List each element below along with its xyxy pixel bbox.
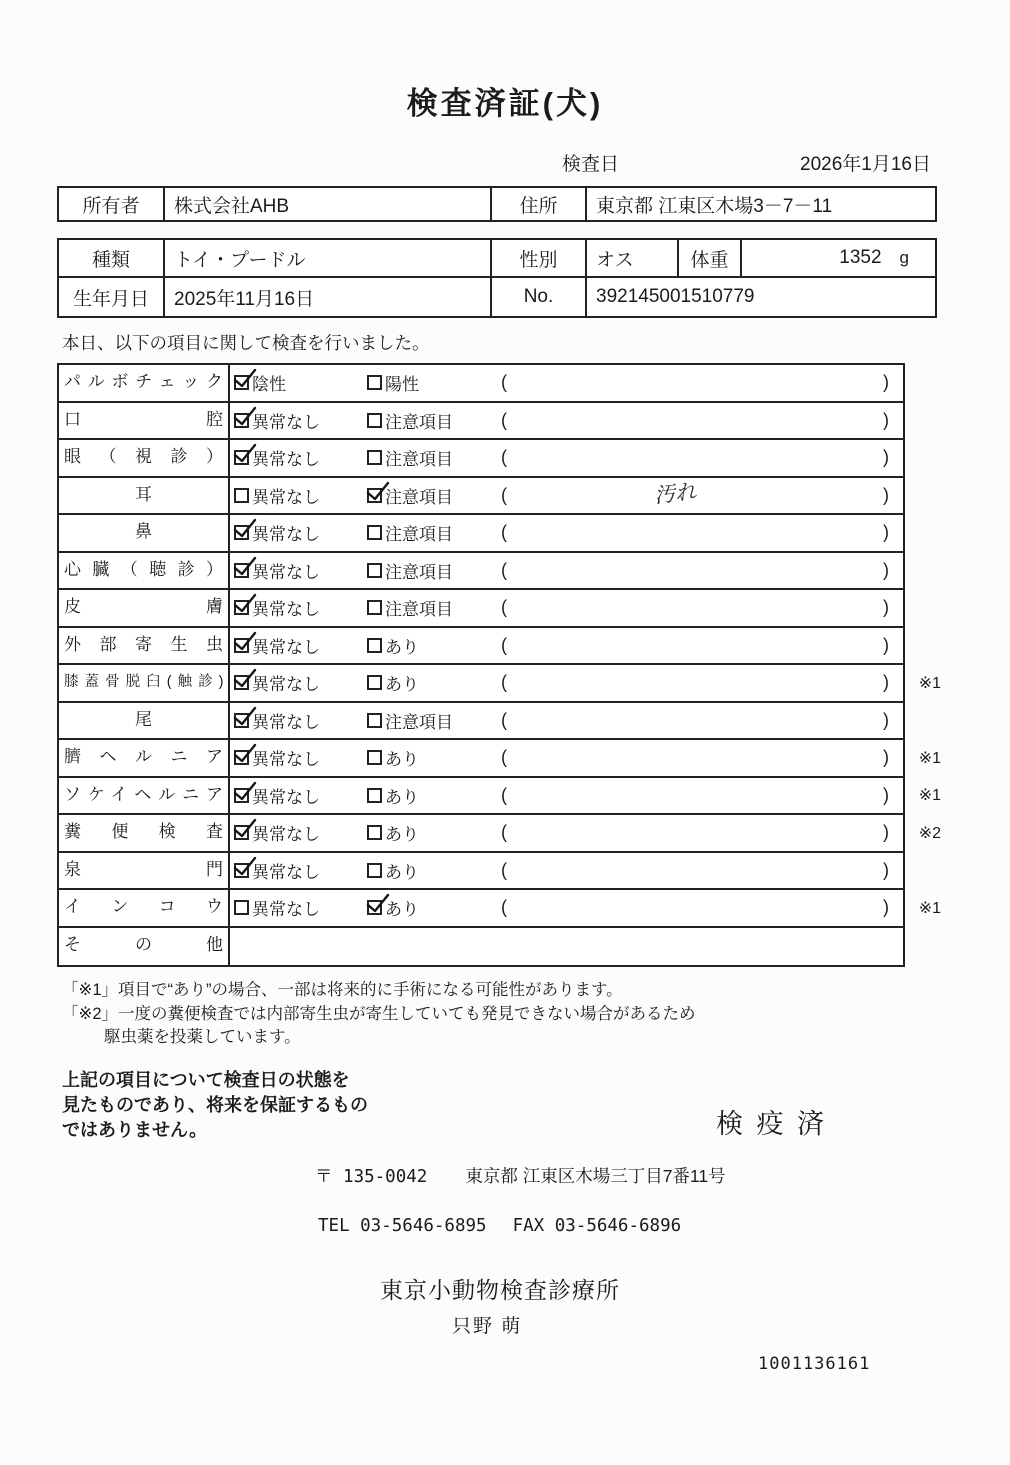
inspection-row (59, 515, 903, 553)
page-title: 検査済証(犬) (406, 86, 604, 121)
disclaimer-line-2: 見たものであり、将来を保証するもの (62, 1094, 368, 1115)
open-paren: ( (501, 522, 507, 543)
footnote-mark: ※1 (918, 787, 941, 805)
option-label: あり (385, 675, 419, 695)
checkbox-icon (367, 450, 382, 465)
close-paren: ) (883, 634, 889, 655)
option-label: 異常なし (252, 600, 320, 620)
remarks-field (495, 447, 903, 468)
weight-value: 1352 (839, 247, 882, 268)
checkbox-icon (367, 863, 382, 878)
option-positive (367, 670, 495, 695)
option-negative (230, 783, 367, 808)
footnote-1: 「※1」項目で“あり”の場合、一部は将来的に手術になる可能性があります。 (62, 981, 623, 999)
intro-text: 本日、以下の項目に関して検査を行いました。 (62, 333, 430, 353)
remarks-field (495, 522, 903, 543)
option-negative (230, 370, 367, 395)
serial-number: 1001136161 (758, 1353, 871, 1374)
open-paren: ( (501, 447, 507, 468)
option-label: 注意項目 (385, 712, 453, 732)
option-negative (230, 520, 367, 545)
inspection-row (59, 703, 903, 741)
owner-row (57, 186, 937, 222)
tel-fax-line (318, 1216, 1010, 1236)
checkbox-icon (234, 413, 249, 428)
checkbox-icon (234, 525, 249, 540)
inspection-row (59, 628, 903, 666)
inspection-row (59, 778, 941, 816)
open-paren: ( (501, 372, 507, 393)
checkbox-icon (367, 675, 382, 690)
inspection-date-value: 2026年1月16日 (800, 154, 931, 175)
remarks-field (495, 479, 903, 508)
check-icon (366, 893, 390, 915)
checkbox-icon (234, 563, 249, 578)
open-paren: ( (501, 747, 507, 768)
handwritten-note: 汚れ (652, 479, 697, 508)
inspection-item-label: 鼻 (59, 515, 230, 551)
checkbox-icon (234, 675, 249, 690)
checkbox-icon (234, 863, 249, 878)
close-paren: ) (883, 747, 889, 768)
checkbox-icon (234, 638, 249, 653)
breed-label: 種類 (91, 249, 130, 271)
close-paren: ) (883, 447, 889, 468)
inspection-row-body (230, 478, 903, 514)
inspection-row (59, 365, 903, 403)
open-paren: ( (501, 709, 507, 730)
quarantine-stamp: 検 疫 済 (715, 1108, 827, 1139)
remarks-field (495, 710, 903, 731)
check-icon (233, 556, 257, 578)
disclaimer (62, 1068, 368, 1143)
option-negative (230, 820, 367, 845)
option-positive (367, 820, 495, 845)
option-label: あり (385, 787, 419, 807)
inspection-row (59, 440, 903, 478)
inspection-rows (59, 365, 941, 965)
option-positive (367, 520, 495, 545)
inspection-row-body (230, 403, 903, 439)
option-positive (367, 895, 495, 920)
option-label: 異常なし (252, 525, 320, 545)
weight-label: 体重 (677, 240, 740, 276)
birthdate-label: 生年月日 (72, 288, 149, 310)
inspection-row (59, 853, 903, 891)
checkbox-icon (367, 788, 382, 803)
open-paren: ( (501, 784, 507, 805)
checkbox-icon (234, 788, 249, 803)
info-table (57, 186, 937, 318)
owner-label: 所有者 (82, 195, 140, 217)
remarks-field (495, 372, 903, 393)
checkbox-icon (234, 750, 249, 765)
option-positive (367, 483, 495, 508)
postal-code: 〒 135-0042 (315, 1166, 428, 1187)
close-paren: ) (883, 897, 889, 918)
footnotes (62, 979, 1010, 1050)
inspection-item-label: その他 (59, 928, 230, 966)
remarks-field (495, 560, 903, 581)
birthdate-value: 2025年11月16日 (163, 278, 490, 316)
no-label: No. (490, 278, 585, 316)
option-label: 異常なし (252, 675, 320, 695)
remarks-field (495, 822, 903, 843)
inspection-row-body (230, 928, 903, 966)
owner-value: 株式会社AHB (163, 188, 490, 220)
inspection-item-label: 糞便検査 (59, 815, 230, 851)
close-paren: ) (883, 409, 889, 430)
option-label: あり (385, 825, 419, 845)
close-paren: ) (883, 597, 889, 618)
check-icon (233, 518, 257, 540)
option-negative (230, 633, 367, 658)
birthdate-row (57, 278, 937, 318)
option-negative (230, 445, 367, 470)
option-label: 異常なし (252, 412, 320, 432)
breed-value: トイ・プードル (163, 240, 490, 276)
inspection-row-body (230, 815, 903, 851)
inspection-row (59, 553, 903, 591)
sex-label: 性別 (490, 240, 585, 276)
checkbox-icon (367, 563, 382, 578)
close-paren: ) (883, 822, 889, 843)
check-icon (233, 593, 257, 615)
close-paren: ) (883, 709, 889, 730)
inspection-item-label: 心臓（聴診） (59, 553, 230, 589)
open-paren: ( (501, 634, 507, 655)
remarks-field (495, 785, 903, 806)
inspection-item-label: 外部寄生虫 (59, 628, 230, 664)
check-icon (233, 706, 257, 728)
option-negative (230, 670, 367, 695)
inspection-row (59, 403, 903, 441)
clinic-address: 東京都 江東区木場三丁目7番11号 (465, 1165, 726, 1186)
option-positive (367, 558, 495, 583)
option-label: 異常なし (252, 637, 320, 657)
footnote-mark: ※2 (918, 824, 941, 842)
close-paren: ) (883, 522, 889, 543)
option-negative (230, 595, 367, 620)
remarks-field (495, 597, 903, 618)
inspection-row-body (230, 515, 903, 551)
close-paren: ) (883, 559, 889, 580)
close-paren: ) (883, 784, 889, 805)
checkbox-icon (367, 525, 382, 540)
inspection-date-label: 検査日 (562, 154, 620, 175)
inspection-row (59, 890, 941, 928)
checkbox-icon (234, 600, 249, 615)
clinic-name: 東京小動物検査診療所 (380, 1276, 620, 1303)
inspection-row-body (230, 740, 903, 776)
open-paren: ( (501, 822, 507, 843)
disclaimer-line-3: ではありません。 (62, 1119, 208, 1140)
check-icon (233, 818, 257, 840)
open-paren: ( (501, 484, 507, 505)
inspection-row (59, 815, 941, 853)
checkbox-icon (367, 600, 382, 615)
inspection-row (59, 928, 903, 966)
remarks-field (495, 635, 903, 656)
clinic-address-line (315, 1163, 1010, 1188)
option-label: 異常なし (252, 450, 320, 470)
option-label: 陽性 (385, 375, 419, 395)
option-label: 異常なし (252, 712, 320, 732)
checkbox-icon (367, 413, 382, 428)
option-negative (230, 895, 367, 920)
option-label: 異常なし (252, 900, 320, 920)
option-positive (367, 595, 495, 620)
checkbox-icon (367, 900, 382, 915)
option-negative (230, 558, 367, 583)
checkbox-icon (367, 488, 382, 503)
option-label: あり (385, 750, 419, 770)
inspection-item-label: 眼（視診） (59, 440, 230, 476)
open-paren: ( (501, 897, 507, 918)
option-positive (367, 708, 495, 733)
inspection-item-label: パルボチェック (59, 365, 230, 401)
option-label: 注意項目 (385, 412, 453, 432)
checkbox-icon (234, 488, 249, 503)
no-value: 392145001510779 (585, 278, 935, 316)
close-paren: ) (883, 672, 889, 693)
option-label: 異常なし (252, 787, 320, 807)
option-label: あり (385, 900, 419, 920)
option-label: 異常なし (252, 487, 320, 507)
option-label: 異常なし (252, 825, 320, 845)
inspection-table (57, 363, 941, 967)
footnote-2: 「※2」一度の糞便検査では内部寄生虫が寄生していても発見できない場合があるため (62, 1004, 696, 1023)
check-icon (233, 631, 257, 653)
check-icon (233, 856, 257, 878)
checkbox-icon (234, 450, 249, 465)
inspection-item-label: 尾 (59, 703, 230, 739)
inspection-item-label: 皮膚 (59, 590, 230, 626)
option-positive (367, 745, 495, 770)
fax-number: FAX 03-5646-6896 (512, 1215, 682, 1236)
remarks-field (495, 897, 903, 918)
option-positive (367, 445, 495, 470)
option-label: 注意項目 (385, 525, 453, 545)
inspection-row-body (230, 890, 903, 926)
inspection-row (59, 665, 941, 703)
checkbox-icon (234, 900, 249, 915)
option-positive (367, 370, 495, 395)
close-paren: ) (883, 372, 889, 393)
check-icon (366, 481, 390, 503)
remarks-field (495, 410, 903, 431)
sex-value: オス (585, 240, 677, 276)
remarks-field (495, 672, 903, 693)
weight-cell (740, 240, 935, 276)
option-negative (230, 483, 367, 508)
breed-row (57, 238, 937, 278)
bottom-row (62, 1068, 922, 1143)
option-positive (367, 783, 495, 808)
weight-unit: g (899, 248, 909, 267)
option-label: 注意項目 (385, 487, 453, 507)
inspection-row-body (230, 628, 903, 664)
footnote-2-continued: 駆虫薬を投薬しています。 (104, 1028, 301, 1046)
option-label: 注意項目 (385, 562, 453, 582)
inspection-item-label: ソケイヘルニア (59, 778, 230, 814)
inspection-row-body (230, 590, 903, 626)
check-icon (233, 406, 257, 428)
inspection-date-row (57, 149, 937, 176)
inspection-item-label: 口腔 (59, 403, 230, 439)
inspection-row-body (230, 703, 903, 739)
checkbox-icon (367, 713, 382, 728)
option-negative (230, 858, 367, 883)
checkbox-icon (367, 825, 382, 840)
inspection-item-label: 膝蓋骨脱臼(触診) (59, 665, 230, 701)
option-label: あり (385, 637, 419, 657)
check-icon (233, 668, 257, 690)
open-paren: ( (501, 859, 507, 880)
option-negative (230, 708, 367, 733)
option-label: 異常なし (252, 750, 320, 770)
remarks-field (495, 747, 903, 768)
check-icon (233, 368, 257, 390)
close-paren: ) (883, 484, 889, 505)
inspection-item-label: 泉門 (59, 853, 230, 889)
inspection-item-label: 耳 (59, 478, 230, 514)
open-paren: ( (501, 559, 507, 580)
inspection-item-label: インコウ (59, 890, 230, 926)
option-label: あり (385, 862, 419, 882)
disclaimer-line-1: 上記の項目について検査日の状態を (62, 1069, 350, 1090)
inspection-row-body (230, 778, 903, 814)
inspection-row-body (230, 553, 903, 589)
option-negative (230, 408, 367, 433)
check-icon (233, 443, 257, 465)
footnote-mark: ※1 (918, 899, 941, 917)
inspection-row (59, 740, 941, 778)
veterinarian-name: 只野 萌 (452, 1315, 523, 1337)
option-label: 異常なし (252, 562, 320, 582)
checkbox-icon (234, 375, 249, 390)
inspection-row-body (230, 665, 903, 701)
checkbox-icon (367, 375, 382, 390)
option-label: 陰性 (252, 375, 286, 395)
option-positive (367, 408, 495, 433)
option-positive (367, 858, 495, 883)
open-paren: ( (501, 597, 507, 618)
inspection-item-label: 臍ヘルニア (59, 740, 230, 776)
check-icon (233, 781, 257, 803)
checkbox-icon (367, 638, 382, 653)
address-label: 住所 (490, 188, 585, 220)
checkbox-icon (234, 713, 249, 728)
address-value: 東京都 江東区木場3－7－11 (585, 188, 935, 220)
open-paren: ( (501, 409, 507, 430)
footnote-mark: ※1 (918, 674, 941, 692)
check-icon (233, 743, 257, 765)
option-label: 注意項目 (385, 450, 453, 470)
footnote-mark: ※1 (918, 749, 941, 767)
inspection-row-body (230, 440, 903, 476)
tel-number: TEL 03-5646-6895 (318, 1215, 487, 1236)
remarks-field (495, 860, 903, 881)
inspection-row-body (230, 365, 903, 401)
option-positive (367, 633, 495, 658)
inspection-row-body (230, 853, 903, 889)
inspection-row (59, 590, 903, 628)
inspection-row (59, 478, 903, 516)
close-paren: ) (883, 859, 889, 880)
checkbox-icon (234, 825, 249, 840)
option-negative (230, 745, 367, 770)
checkbox-icon (367, 750, 382, 765)
open-paren: ( (501, 672, 507, 693)
option-label: 異常なし (252, 862, 320, 882)
option-label: 注意項目 (385, 600, 453, 620)
